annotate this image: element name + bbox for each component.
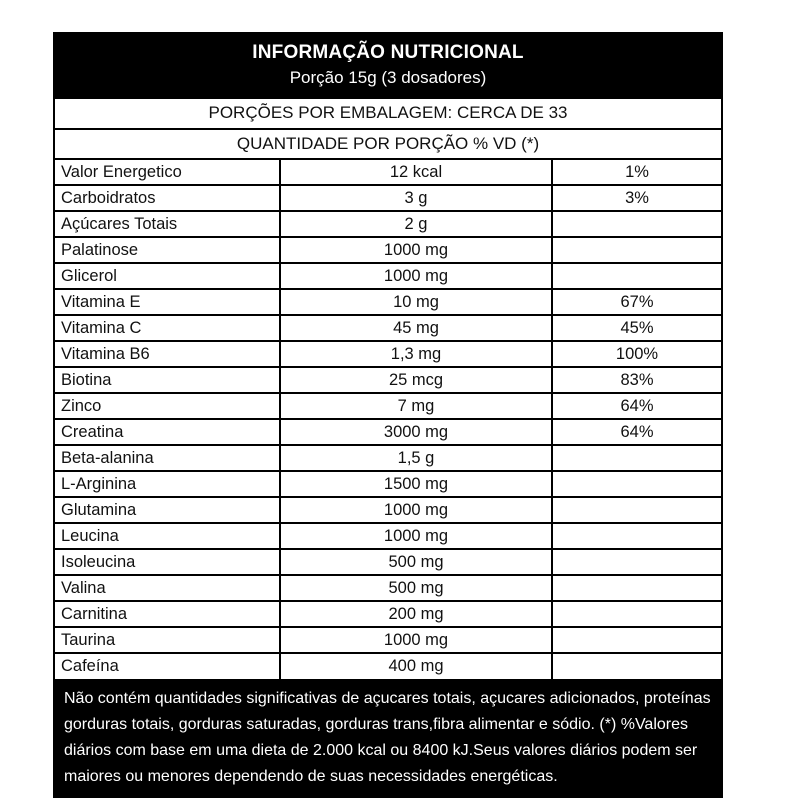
nutrient-name: Creatina	[55, 419, 280, 445]
nutrient-amount: 1000 mg	[280, 627, 552, 653]
nutrient-daily-value: 1%	[552, 159, 721, 185]
nutrient-name: Glicerol	[55, 263, 280, 289]
nutrient-daily-value	[552, 627, 721, 653]
nutrient-amount: 10 mg	[280, 289, 552, 315]
nutrient-amount: 7 mg	[280, 393, 552, 419]
nutrient-daily-value: 64%	[552, 393, 721, 419]
nutrient-amount: 12 kcal	[280, 159, 552, 185]
table-row	[55, 185, 721, 211]
panel-title-block	[55, 34, 721, 97]
nutrient-amount: 400 mg	[280, 653, 552, 679]
nutrient-daily-value	[552, 653, 721, 679]
table-row	[55, 653, 721, 679]
nutrient-amount: 3 g	[280, 185, 552, 211]
nutrient-daily-value: 64%	[552, 419, 721, 445]
nutrient-daily-value	[552, 263, 721, 289]
nutrient-name: Vitamina B6	[55, 341, 280, 367]
nutrient-amount: 45 mg	[280, 315, 552, 341]
nutrient-name: Leucina	[55, 523, 280, 549]
nutrient-amount: 1000 mg	[280, 237, 552, 263]
nutrient-amount: 200 mg	[280, 601, 552, 627]
nutrient-name: L-Arginina	[55, 471, 280, 497]
nutrient-daily-value: 100%	[552, 341, 721, 367]
table-row	[55, 497, 721, 523]
nutrient-name: Valor Energetico	[55, 159, 280, 185]
nutrient-name: Valina	[55, 575, 280, 601]
nutrient-daily-value	[552, 601, 721, 627]
nutrition-facts-panel	[53, 32, 723, 798]
amount-per-serving-header: QUANTIDADE POR PORÇÃO % VD (*)	[55, 128, 721, 158]
nutrient-name: Vitamina C	[55, 315, 280, 341]
table-row	[55, 549, 721, 575]
servings-per-container-text: PORÇÕES POR EMBALAGEM: CERCA DE 33	[55, 97, 721, 127]
table-row	[55, 627, 721, 653]
footnote-line: Não contém quantidades significativas de açucares totais, açucares adicionados, proteínas	[64, 689, 711, 707]
nutrient-name: Açúcares Totais	[55, 211, 280, 237]
table-row	[55, 263, 721, 289]
nutrient-daily-value	[552, 575, 721, 601]
nutrient-name: Glutamina	[55, 497, 280, 523]
footnote-line: gorduras totais, gorduras saturadas, gorduras trans,fibra alimentar e sódio. (*) %Valores	[64, 715, 689, 733]
nutrient-name: Beta-alanina	[55, 445, 280, 471]
nutrient-amount: 1000 mg	[280, 523, 552, 549]
nutrient-amount: 1,5 g	[280, 445, 552, 471]
nutrient-name: Palatinose	[55, 237, 280, 263]
footnote-line: maiores ou menores dependendo de suas necessidades energéticas.	[64, 767, 558, 785]
table-row	[55, 601, 721, 627]
nutrient-name: Taurina	[55, 627, 280, 653]
nutrient-daily-value	[552, 497, 721, 523]
table-row	[55, 471, 721, 497]
table-row	[55, 393, 721, 419]
table-row	[55, 289, 721, 315]
serving-size-text: Porção 15g (3 dosadores)	[289, 67, 487, 87]
nutrient-name: Cafeína	[55, 653, 280, 679]
nutrient-amount: 2 g	[280, 211, 552, 237]
nutrient-daily-value: 67%	[552, 289, 721, 315]
footnote-line: diários com base em uma dieta de 2.000 kcal ou 8400 kJ.Seus valores diários podem ser	[64, 741, 698, 759]
table-row	[55, 315, 721, 341]
table-row	[55, 237, 721, 263]
nutrient-amount: 1,3 mg	[280, 341, 552, 367]
nutrient-amount: 1500 mg	[280, 471, 552, 497]
nutrient-daily-value	[552, 523, 721, 549]
nutrient-daily-value	[552, 237, 721, 263]
nutrient-name: Zinco	[55, 393, 280, 419]
nutrient-amount: 500 mg	[280, 549, 552, 575]
nutrient-amount: 25 mcg	[280, 367, 552, 393]
nutrient-name: Biotina	[55, 367, 280, 393]
nutrient-name: Carnitina	[55, 601, 280, 627]
table-row	[55, 159, 721, 185]
table-row	[55, 575, 721, 601]
table-row	[55, 419, 721, 445]
table-row	[55, 367, 721, 393]
nutrient-amount: 1000 mg	[280, 497, 552, 523]
nutrient-name: Carboidratos	[55, 185, 280, 211]
nutrient-amount: 500 mg	[280, 575, 552, 601]
panel-title: INFORMAÇÃO NUTRICIONAL	[252, 42, 524, 63]
nutrient-daily-value: 3%	[552, 185, 721, 211]
nutrient-daily-value	[552, 445, 721, 471]
table-row	[55, 523, 721, 549]
table-row	[55, 341, 721, 367]
table-row	[55, 211, 721, 237]
nutrient-daily-value	[552, 211, 721, 237]
nutrition-table	[55, 158, 721, 679]
nutrient-daily-value: 83%	[552, 367, 721, 393]
nutrient-daily-value: 45%	[552, 315, 721, 341]
footnote-block	[55, 679, 721, 797]
nutrient-daily-value	[552, 549, 721, 575]
table-row	[55, 445, 721, 471]
nutrient-name: Vitamina E	[55, 289, 280, 315]
nutrient-amount: 1000 mg	[280, 263, 552, 289]
nutrient-name: Isoleucina	[55, 549, 280, 575]
nutrient-amount: 3000 mg	[280, 419, 552, 445]
nutrient-daily-value	[552, 471, 721, 497]
